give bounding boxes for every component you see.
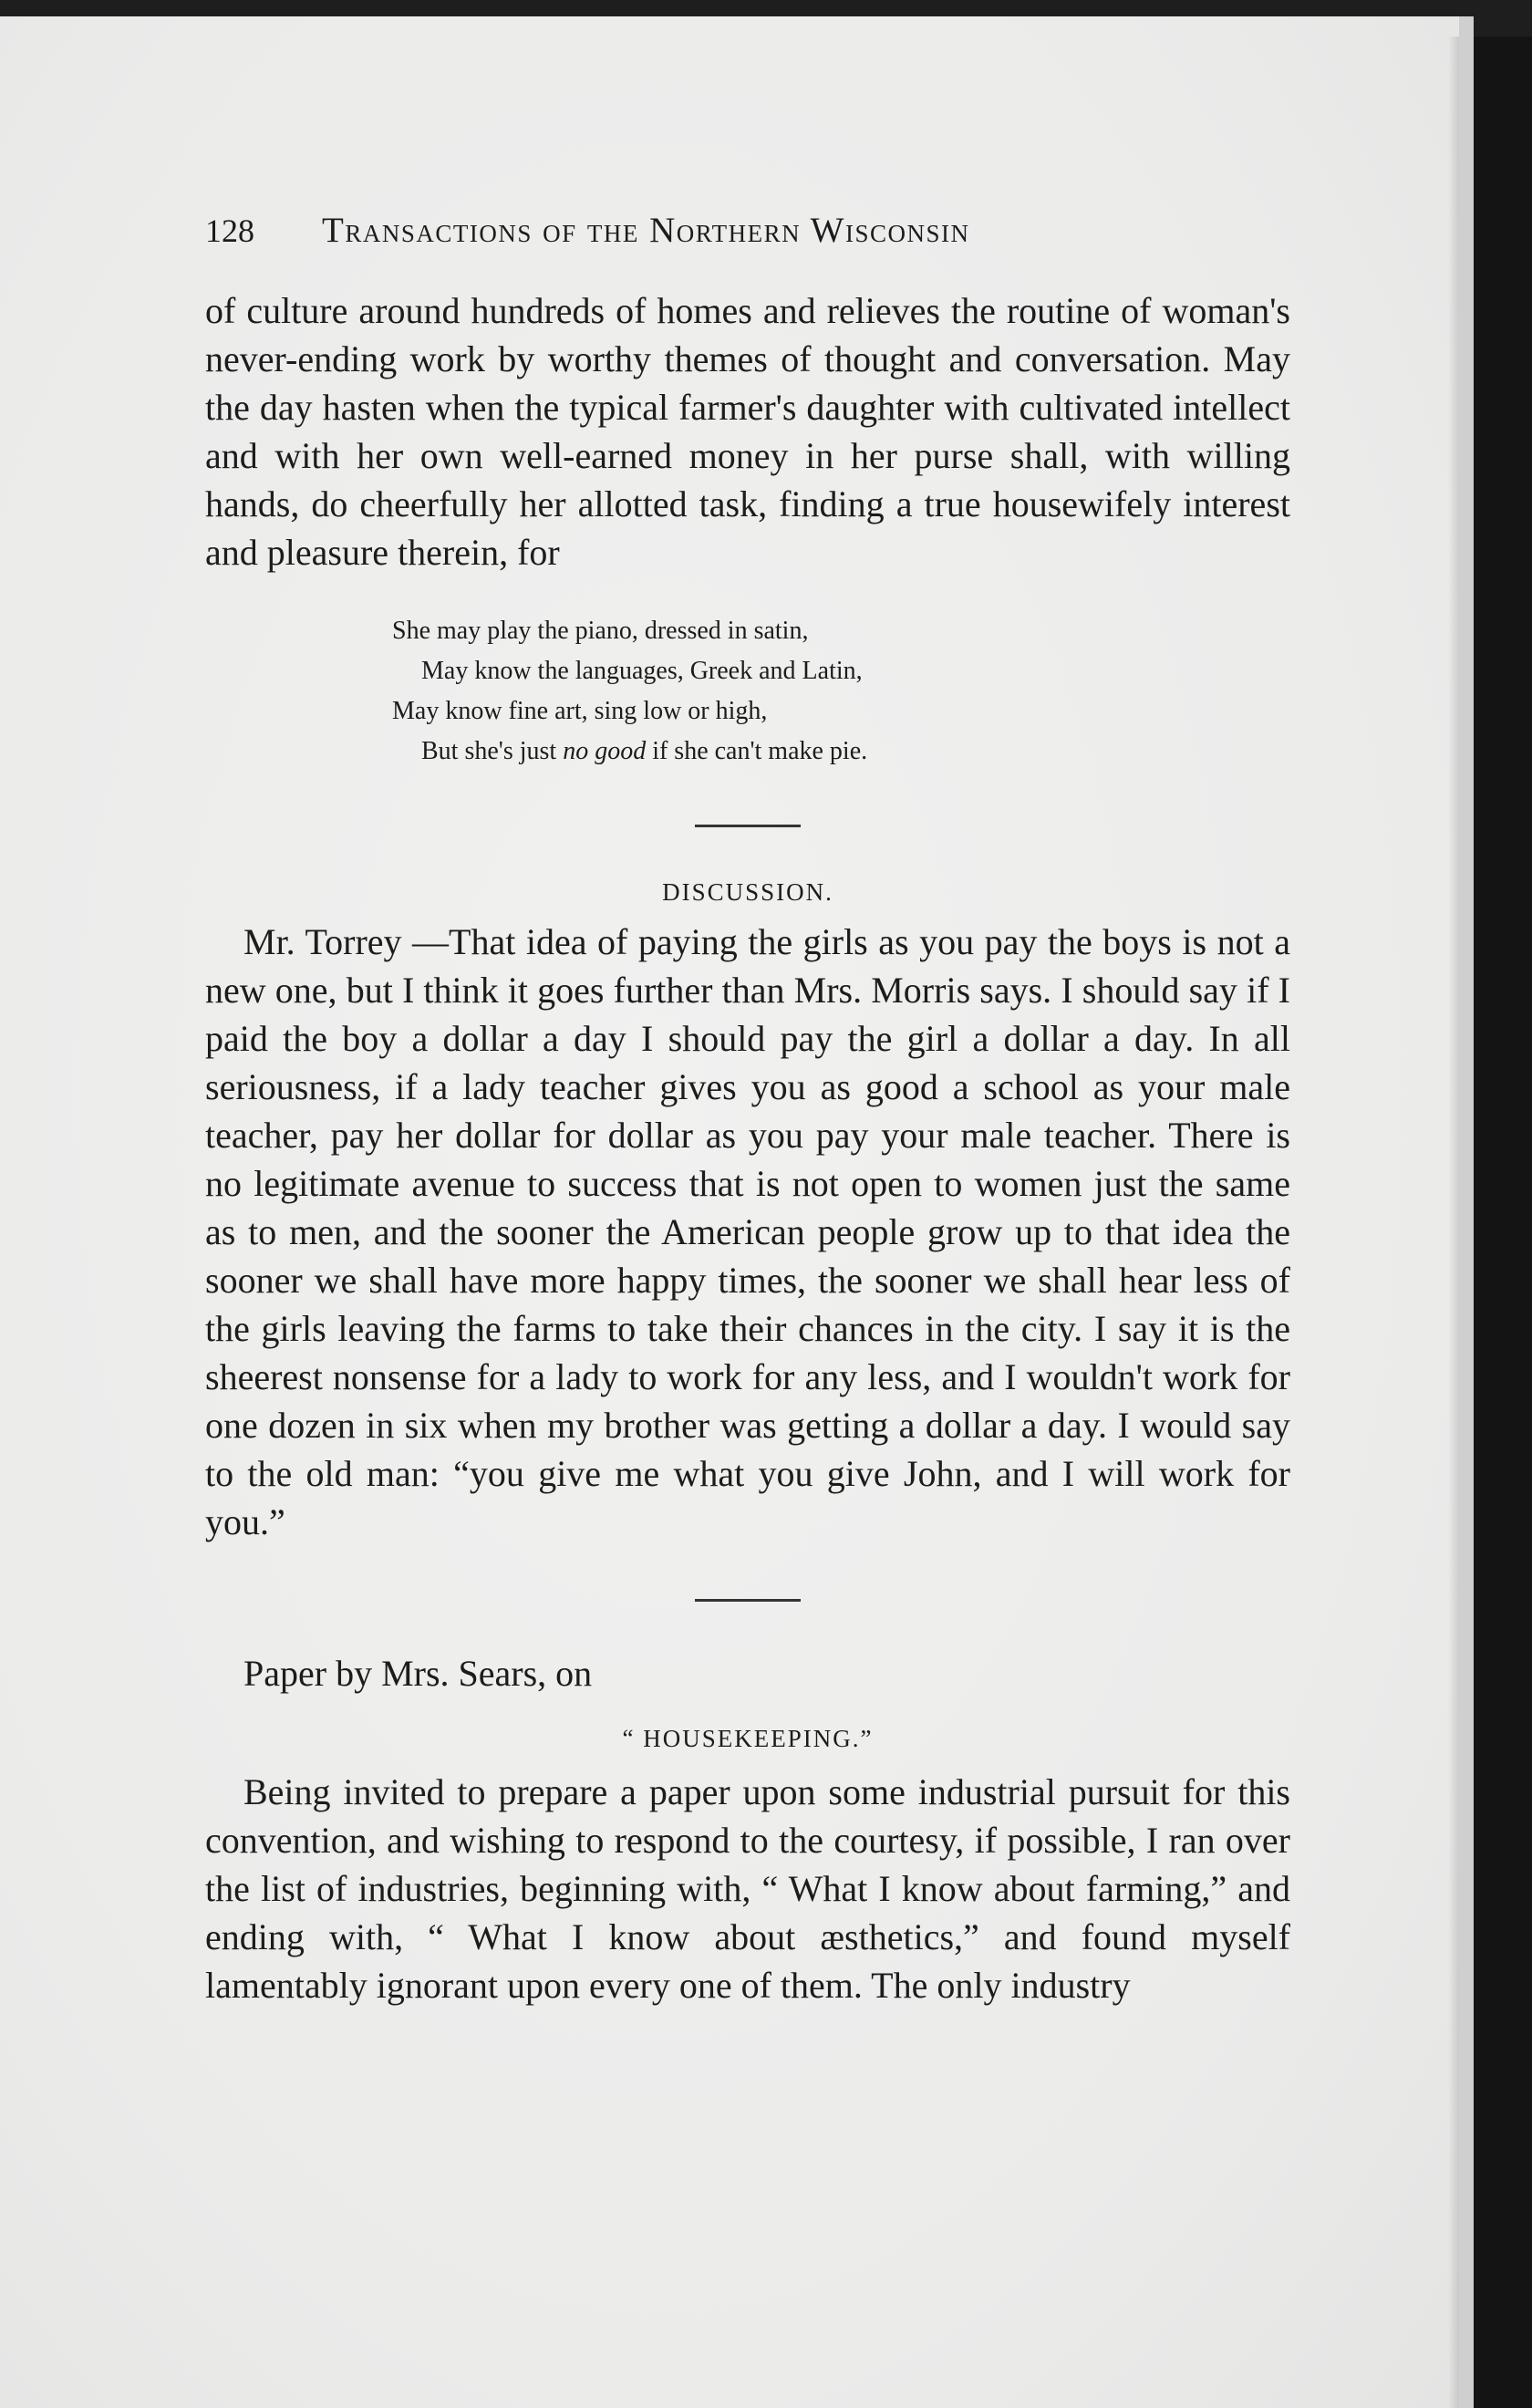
running-title: Transactions of the Northern Wisconsin [322, 211, 970, 250]
verse-block [392, 611, 1290, 772]
housekeeping-heading: “ HOUSEKEEPING.” [622, 1725, 874, 1752]
page-edge [1459, 16, 1474, 2408]
page-gutter-shadow [1448, 36, 1459, 2408]
section-divider-2 [695, 1599, 801, 1602]
paper-intro: Paper by Mrs. Sears, on [243, 1653, 593, 1694]
discussion-heading: DISCUSSION. [662, 878, 833, 906]
housekeeping-paragraph: Being invited to prepare a paper upon some industrial pursuit for this convention, and wishing to respond to the courtesy, if possible, I ran over the list of industries, beginning with, “ What I know about farming,” and ending with, “ What I know about æsthetics,” and found myself lamentably ignorant upon every one of them. The only industry [205, 1771, 1290, 2006]
intro-paragraph: of culture around hundreds of homes and relieves the routine of woman's never-ending work by worthy themes of thought and conversation. May the day hasten when the typical farmer's daughter with cultivated intellect and with her own well-earned money in her purse shall, with willing hands, do cheerfully her allotted task, finding a true housewifely interest and pleasure therein, for [205, 290, 1290, 573]
page-content [205, 210, 1290, 2009]
running-header [205, 210, 1290, 255]
verse-emphasis: no good [563, 737, 647, 765]
verse-line-4 [392, 732, 1290, 772]
verse-line-4-end: if she can't make pie. [646, 737, 868, 765]
page-number: 128 [205, 213, 254, 249]
verse-line-1: She may play the piano, dressed in satin, [392, 617, 809, 645]
verse-line-2: May know the languages, Greek and Latin, [421, 657, 863, 685]
section-divider-1 [695, 825, 801, 827]
verse-line-4-start: But she's just [421, 737, 564, 765]
discussion-paragraph: Mr. Torrey —That idea of paying the girls as you pay the boys is not a new one, but I think it goes further than Mrs. Morris says. I should say if I paid the boy a dollar a day I should pay the girl a dollar a day. In all seriousness, if a lady teacher gives you as good a school as your male teacher, pay her dollar for dollar as you pay your male teacher. There is no legitimate avenue to success that is not open to women just the same as to men, and the sooner the American people grow up to that idea the sooner we shall have more happy times, the sooner we shall hear less of the girls leaving the farms to take their chances in the city. I say it is the sheerest nonsense for a lady to work for any less, and I wouldn't work for one dozen in six when my brother was getting a dollar a day. I would say to the old man: “you give me what you give John, and I will work for you.” [205, 921, 1290, 1542]
book-spine [1474, 36, 1532, 2408]
verse-line-3: May know fine art, sing low or high, [392, 697, 768, 725]
